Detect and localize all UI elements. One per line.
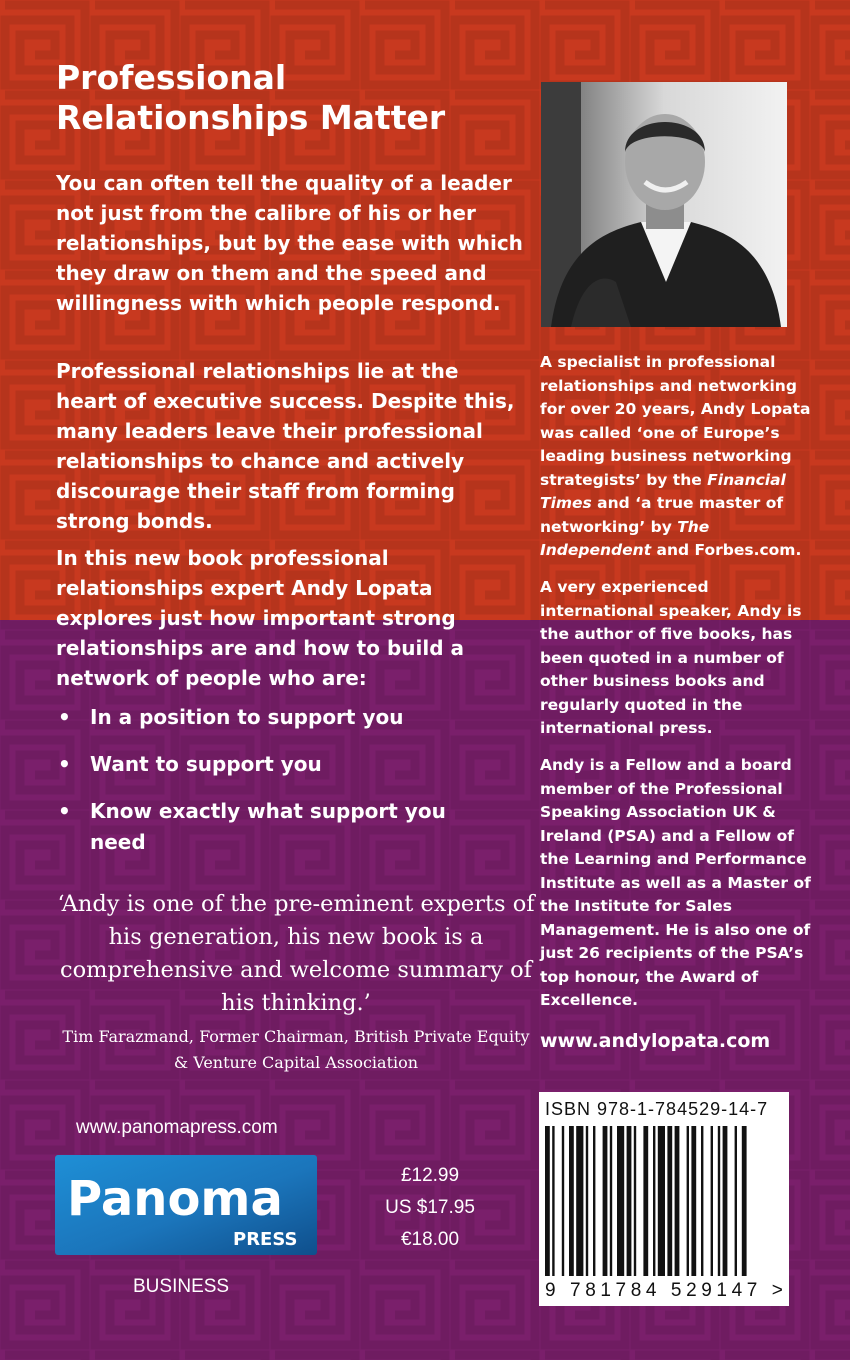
isbn-label: ISBN 978-1-784529-14-7 xyxy=(545,1099,769,1119)
author-portrait-icon xyxy=(541,82,787,327)
price-gbp: £12.99 xyxy=(400,1165,460,1186)
svg-text:PRESS: PRESS xyxy=(233,1229,298,1250)
endorsement-quote: ‘Andy is one of the pre-eminent experts of his generation, his new book is a comprehensive and welcome summary of his thinking.’ xyxy=(57,891,535,1016)
intro-paragraph-1: You can often tell the quality of a leader not just from the calibre of his or her relationships, but by the ease with which they draw on them and the speed and willingness with which people respond. xyxy=(56,171,523,315)
endorsement-attribution: Tim Farazmand, Former Chairman, British Private Equity & Venture Capital Association xyxy=(62,1027,530,1072)
intro-paragraph-3: In this new book professional relationships expert Andy Lopata explores just how important strong relationships are and how to build a network of people who are: xyxy=(56,546,464,690)
bullet-icon: • xyxy=(58,752,71,776)
back-cover-title: Professional Relationships Matter xyxy=(56,58,446,137)
barcode-digits: 9 781784 529147 > xyxy=(545,1280,788,1301)
bullet-icon: • xyxy=(58,799,71,823)
svg-text:Panoma: Panoma xyxy=(67,1171,283,1227)
panoma-press-logo xyxy=(55,1155,317,1255)
price-usd: US $17.95 xyxy=(385,1197,475,1218)
barcode-bars-icon xyxy=(545,1126,785,1276)
price-list xyxy=(370,1160,490,1256)
support-bullet-list xyxy=(56,702,486,874)
bullet-icon: • xyxy=(58,705,71,729)
book-category: BUSINESS xyxy=(133,1276,230,1297)
price-eur: €18.00 xyxy=(400,1229,460,1250)
bullet-item: • Want to support you xyxy=(56,749,486,780)
intro-paragraph-2: Professional relationships lie at the heart of executive success. Despite this, many leaders leave their professional relationships to chance and actively discourage their staff from forming strong bonds. xyxy=(56,359,515,533)
bullet-item: • In a position to support you xyxy=(56,702,486,733)
author-bio-paragraph-2: A very experienced international speaker, Andy is the author of five books, has been quoted in a number of other business books and regularly quoted in the international press. xyxy=(540,578,802,737)
author-bio-paragraph-1: A specialist in professional relationships and networking for over 20 years, Andy Lopata was called ‘one of Europe’s leading business networking strategists’ by the Financial Times and ‘a true master of networking’ by The Independent and Forbes.com. xyxy=(540,353,811,559)
publisher-url: www.panomapress.com xyxy=(76,1117,278,1138)
bullet-item: • Know exactly what support you need xyxy=(56,796,486,858)
author-bio-paragraph-3: Andy is a Fellow and a board member of the Professional Speaking Association UK & Ireland (PSA) and a Fellow of the Learning and Performance Institute as well as a Master of the Institute for Sales Management. He is also one of just 26 recipients of the PSA’s top honour, the Award of Excellence. xyxy=(540,756,811,1009)
author-website: www.andylopata.com xyxy=(540,1030,771,1052)
